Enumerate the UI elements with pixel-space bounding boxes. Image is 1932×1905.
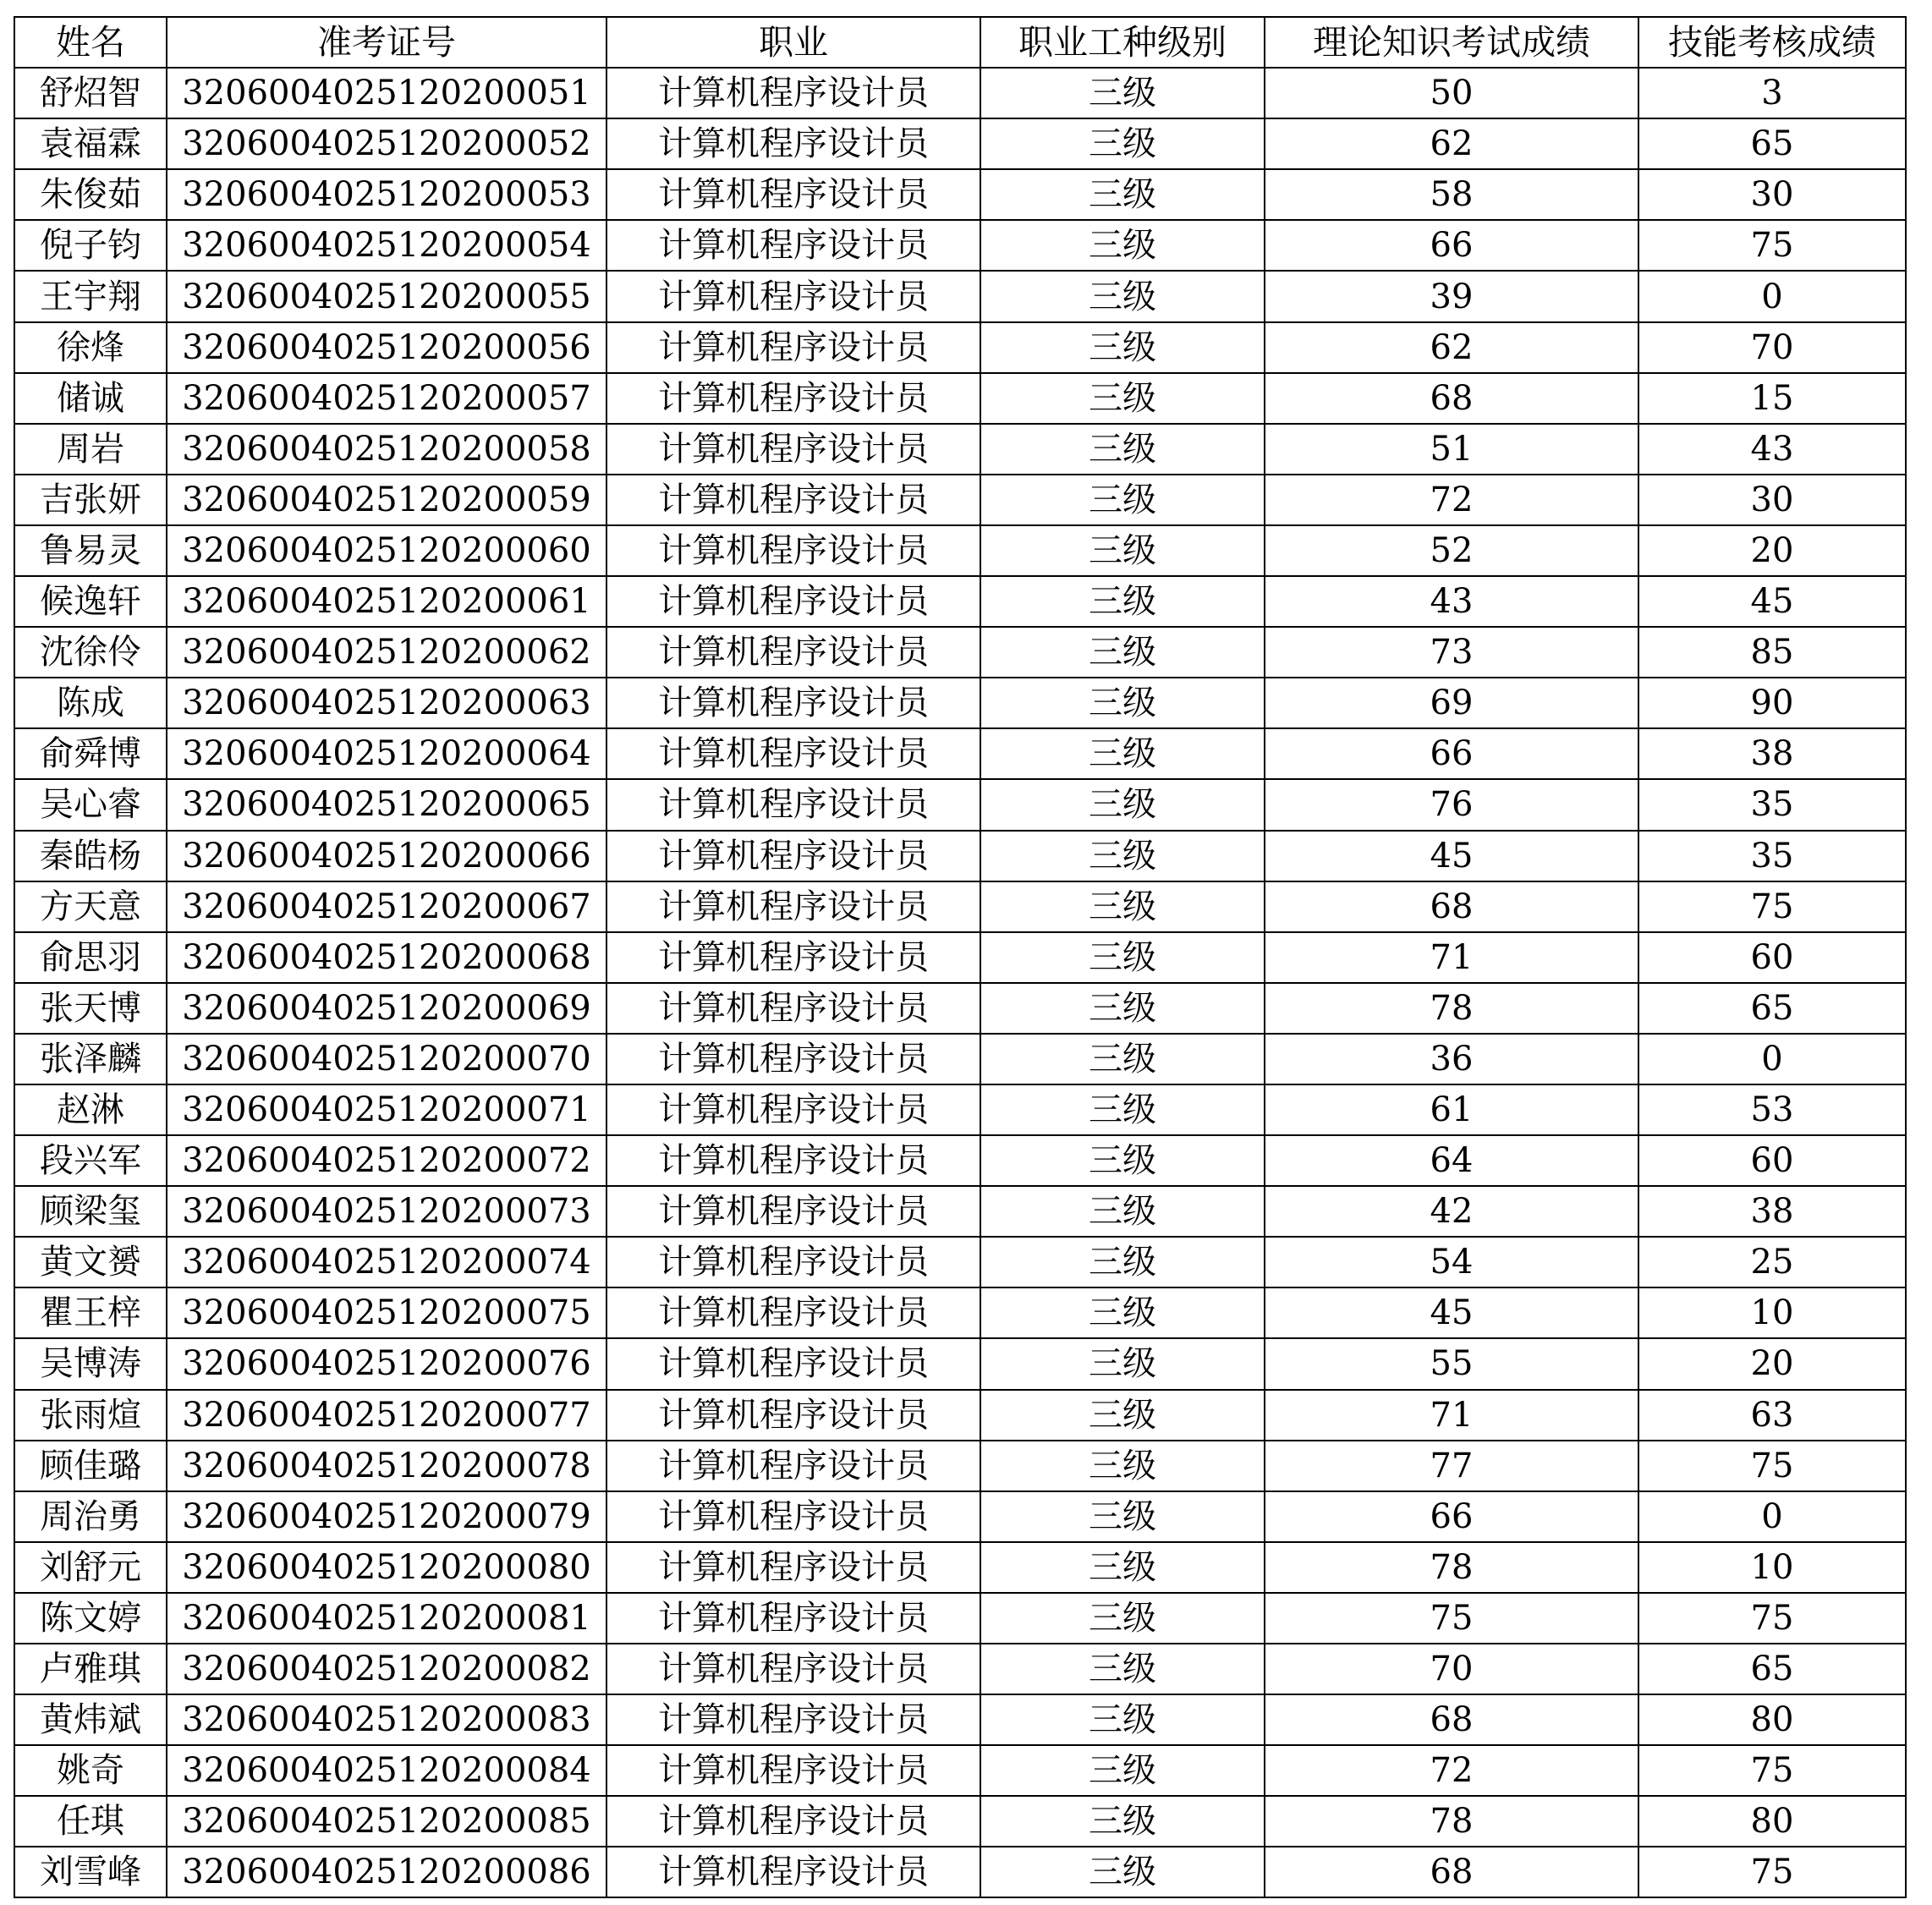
cell-theory-score: 45 — [1265, 831, 1638, 881]
table-row — [14, 1593, 1906, 1644]
cell-skill-score: 43 — [1638, 424, 1906, 475]
cell-level: 三级 — [980, 220, 1265, 271]
cell-theory-score: 62 — [1265, 322, 1638, 373]
cell-exam-id: 3206004025120200075 — [167, 1287, 606, 1338]
cell-level: 三级 — [980, 424, 1265, 475]
cell-theory-score: 72 — [1265, 1745, 1638, 1796]
cell-occupation: 计算机程序设计员 — [606, 983, 980, 1034]
cell-skill-score: 3 — [1638, 68, 1906, 118]
header-name: 姓名 — [14, 17, 167, 68]
cell-theory-score: 68 — [1265, 881, 1638, 932]
cell-level: 三级 — [980, 475, 1265, 525]
cell-occupation: 计算机程序设计员 — [606, 1745, 980, 1796]
cell-name: 储诚 — [14, 373, 167, 424]
cell-occupation: 计算机程序设计员 — [606, 373, 980, 424]
table-row — [14, 678, 1906, 728]
table-row — [14, 1694, 1906, 1745]
cell-skill-score: 65 — [1638, 1644, 1906, 1694]
cell-occupation: 计算机程序设计员 — [606, 1491, 980, 1542]
table-row — [14, 1441, 1906, 1491]
cell-level: 三级 — [980, 1084, 1265, 1135]
cell-occupation: 计算机程序设计员 — [606, 1034, 980, 1084]
cell-name: 吴博涛 — [14, 1338, 167, 1389]
cell-skill-score: 15 — [1638, 373, 1906, 424]
cell-theory-score: 36 — [1265, 1034, 1638, 1084]
cell-theory-score: 78 — [1265, 1542, 1638, 1593]
cell-occupation: 计算机程序设计员 — [606, 678, 980, 728]
cell-occupation: 计算机程序设计员 — [606, 728, 980, 779]
table-row — [14, 1745, 1906, 1796]
cell-exam-id: 3206004025120200068 — [167, 932, 606, 983]
table-row — [14, 220, 1906, 271]
cell-occupation: 计算机程序设计员 — [606, 220, 980, 271]
cell-theory-score: 70 — [1265, 1644, 1638, 1694]
cell-level: 三级 — [980, 169, 1265, 220]
cell-name: 黄炜斌 — [14, 1694, 167, 1745]
cell-level: 三级 — [980, 1237, 1265, 1287]
header-level: 职业工种级别 — [980, 17, 1265, 68]
cell-level: 三级 — [980, 1644, 1265, 1694]
table-row — [14, 779, 1906, 830]
cell-level: 三级 — [980, 118, 1265, 169]
cell-exam-id: 3206004025120200055 — [167, 271, 606, 321]
cell-skill-score: 25 — [1638, 1237, 1906, 1287]
cell-theory-score: 72 — [1265, 475, 1638, 525]
cell-exam-id: 3206004025120200070 — [167, 1034, 606, 1084]
cell-occupation: 计算机程序设计员 — [606, 1796, 980, 1847]
table-row — [14, 475, 1906, 525]
cell-name: 俞思羽 — [14, 932, 167, 983]
cell-skill-score: 10 — [1638, 1542, 1906, 1593]
cell-skill-score: 30 — [1638, 169, 1906, 220]
cell-name: 姚奇 — [14, 1745, 167, 1796]
cell-name: 袁福霖 — [14, 118, 167, 169]
table-row — [14, 831, 1906, 881]
cell-level: 三级 — [980, 1135, 1265, 1186]
table-row — [14, 68, 1906, 118]
cell-level: 三级 — [980, 932, 1265, 983]
table-row — [14, 525, 1906, 576]
cell-skill-score: 20 — [1638, 1338, 1906, 1389]
table-row — [14, 983, 1906, 1034]
cell-exam-id: 3206004025120200054 — [167, 220, 606, 271]
table-row — [14, 1186, 1906, 1237]
cell-name: 周岩 — [14, 424, 167, 475]
cell-level: 三级 — [980, 525, 1265, 576]
cell-occupation: 计算机程序设计员 — [606, 576, 980, 627]
cell-level: 三级 — [980, 1287, 1265, 1338]
cell-theory-score: 68 — [1265, 1694, 1638, 1745]
cell-name: 刘雪峰 — [14, 1847, 167, 1897]
header-theory-score: 理论知识考试成绩 — [1265, 17, 1638, 68]
cell-exam-id: 3206004025120200053 — [167, 169, 606, 220]
cell-exam-id: 3206004025120200063 — [167, 678, 606, 728]
cell-skill-score: 60 — [1638, 932, 1906, 983]
cell-exam-id: 3206004025120200057 — [167, 373, 606, 424]
cell-level: 三级 — [980, 271, 1265, 321]
cell-occupation: 计算机程序设计员 — [606, 1644, 980, 1694]
cell-name: 王宇翔 — [14, 271, 167, 321]
cell-occupation: 计算机程序设计员 — [606, 881, 980, 932]
cell-name: 赵淋 — [14, 1084, 167, 1135]
table-row — [14, 1237, 1906, 1287]
table-row — [14, 271, 1906, 321]
cell-skill-score: 45 — [1638, 576, 1906, 627]
cell-exam-id: 3206004025120200074 — [167, 1237, 606, 1287]
cell-name: 张泽麟 — [14, 1034, 167, 1084]
cell-theory-score: 64 — [1265, 1135, 1638, 1186]
cell-skill-score: 75 — [1638, 1593, 1906, 1644]
cell-skill-score: 75 — [1638, 1745, 1906, 1796]
cell-name: 任琪 — [14, 1796, 167, 1847]
cell-name: 方天意 — [14, 881, 167, 932]
cell-skill-score: 0 — [1638, 1491, 1906, 1542]
cell-skill-score: 80 — [1638, 1694, 1906, 1745]
cell-theory-score: 77 — [1265, 1441, 1638, 1491]
cell-exam-id: 3206004025120200052 — [167, 118, 606, 169]
cell-theory-score: 75 — [1265, 1593, 1638, 1644]
cell-skill-score: 75 — [1638, 220, 1906, 271]
cell-skill-score: 60 — [1638, 1135, 1906, 1186]
cell-occupation: 计算机程序设计员 — [606, 627, 980, 678]
cell-level: 三级 — [980, 728, 1265, 779]
cell-level: 三级 — [980, 1694, 1265, 1745]
cell-level: 三级 — [980, 1034, 1265, 1084]
cell-theory-score: 43 — [1265, 576, 1638, 627]
cell-name: 徐烽 — [14, 322, 167, 373]
score-table — [14, 16, 1907, 1898]
cell-skill-score: 30 — [1638, 475, 1906, 525]
cell-level: 三级 — [980, 1441, 1265, 1491]
cell-level: 三级 — [980, 983, 1265, 1034]
cell-exam-id: 3206004025120200058 — [167, 424, 606, 475]
cell-theory-score: 61 — [1265, 1084, 1638, 1135]
cell-exam-id: 3206004025120200051 — [167, 68, 606, 118]
cell-occupation: 计算机程序设计员 — [606, 1441, 980, 1491]
cell-skill-score: 53 — [1638, 1084, 1906, 1135]
cell-name: 舒炤智 — [14, 68, 167, 118]
cell-skill-score: 20 — [1638, 525, 1906, 576]
cell-exam-id: 3206004025120200066 — [167, 831, 606, 881]
cell-theory-score: 78 — [1265, 1796, 1638, 1847]
cell-occupation: 计算机程序设计员 — [606, 322, 980, 373]
cell-occupation: 计算机程序设计员 — [606, 1186, 980, 1237]
cell-level: 三级 — [980, 1745, 1265, 1796]
table-row — [14, 627, 1906, 678]
cell-level: 三级 — [980, 627, 1265, 678]
cell-exam-id: 3206004025120200056 — [167, 322, 606, 373]
cell-theory-score: 73 — [1265, 627, 1638, 678]
cell-occupation: 计算机程序设计员 — [606, 1694, 980, 1745]
cell-theory-score: 66 — [1265, 220, 1638, 271]
cell-theory-score: 45 — [1265, 1287, 1638, 1338]
cell-theory-score: 52 — [1265, 525, 1638, 576]
cell-skill-score: 80 — [1638, 1796, 1906, 1847]
cell-occupation: 计算机程序设计员 — [606, 1287, 980, 1338]
cell-skill-score: 75 — [1638, 881, 1906, 932]
cell-theory-score: 71 — [1265, 1390, 1638, 1441]
table-row — [14, 881, 1906, 932]
cell-skill-score: 0 — [1638, 271, 1906, 321]
cell-level: 三级 — [980, 68, 1265, 118]
cell-exam-id: 3206004025120200076 — [167, 1338, 606, 1389]
cell-skill-score: 63 — [1638, 1390, 1906, 1441]
cell-occupation: 计算机程序设计员 — [606, 1135, 980, 1186]
cell-theory-score: 55 — [1265, 1338, 1638, 1389]
table-row — [14, 1796, 1906, 1847]
cell-level: 三级 — [980, 1593, 1265, 1644]
cell-name: 吉张妍 — [14, 475, 167, 525]
table-row — [14, 728, 1906, 779]
cell-name: 陈文婷 — [14, 1593, 167, 1644]
cell-exam-id: 3206004025120200081 — [167, 1593, 606, 1644]
cell-exam-id: 3206004025120200077 — [167, 1390, 606, 1441]
table-row — [14, 1491, 1906, 1542]
cell-name: 张天博 — [14, 983, 167, 1034]
cell-theory-score: 39 — [1265, 271, 1638, 321]
cell-skill-score: 65 — [1638, 118, 1906, 169]
cell-exam-id: 3206004025120200073 — [167, 1186, 606, 1237]
table-row — [14, 1644, 1906, 1694]
cell-theory-score: 62 — [1265, 118, 1638, 169]
cell-name: 倪子钧 — [14, 220, 167, 271]
cell-name: 候逸轩 — [14, 576, 167, 627]
table-row — [14, 1084, 1906, 1135]
cell-occupation: 计算机程序设计员 — [606, 932, 980, 983]
cell-skill-score: 90 — [1638, 678, 1906, 728]
cell-skill-score: 35 — [1638, 831, 1906, 881]
cell-skill-score: 0 — [1638, 1034, 1906, 1084]
cell-occupation: 计算机程序设计员 — [606, 118, 980, 169]
cell-exam-id: 3206004025120200084 — [167, 1745, 606, 1796]
cell-exam-id: 3206004025120200086 — [167, 1847, 606, 1897]
cell-theory-score: 54 — [1265, 1237, 1638, 1287]
cell-name: 瞿王梓 — [14, 1287, 167, 1338]
cell-name: 陈成 — [14, 678, 167, 728]
cell-level: 三级 — [980, 1847, 1265, 1897]
cell-theory-score: 66 — [1265, 1491, 1638, 1542]
cell-occupation: 计算机程序设计员 — [606, 1390, 980, 1441]
header-row — [14, 17, 1906, 68]
table-row — [14, 576, 1906, 627]
cell-level: 三级 — [980, 1338, 1265, 1389]
cell-occupation: 计算机程序设计员 — [606, 475, 980, 525]
cell-occupation: 计算机程序设计员 — [606, 1338, 980, 1389]
cell-exam-id: 3206004025120200080 — [167, 1542, 606, 1593]
cell-occupation: 计算机程序设计员 — [606, 779, 980, 830]
cell-occupation: 计算机程序设计员 — [606, 68, 980, 118]
cell-level: 三级 — [980, 831, 1265, 881]
cell-level: 三级 — [980, 1491, 1265, 1542]
cell-skill-score: 85 — [1638, 627, 1906, 678]
cell-theory-score: 78 — [1265, 983, 1638, 1034]
cell-theory-score: 51 — [1265, 424, 1638, 475]
cell-occupation: 计算机程序设计员 — [606, 1084, 980, 1135]
cell-level: 三级 — [980, 1390, 1265, 1441]
cell-theory-score: 42 — [1265, 1186, 1638, 1237]
cell-skill-score: 65 — [1638, 983, 1906, 1034]
cell-theory-score: 58 — [1265, 169, 1638, 220]
cell-occupation: 计算机程序设计员 — [606, 1847, 980, 1897]
cell-level: 三级 — [980, 322, 1265, 373]
cell-level: 三级 — [980, 678, 1265, 728]
table-row — [14, 1034, 1906, 1084]
header-exam-id: 准考证号 — [167, 17, 606, 68]
cell-exam-id: 3206004025120200078 — [167, 1441, 606, 1491]
cell-exam-id: 3206004025120200062 — [167, 627, 606, 678]
cell-theory-score: 76 — [1265, 779, 1638, 830]
cell-name: 段兴军 — [14, 1135, 167, 1186]
cell-name: 俞舜博 — [14, 728, 167, 779]
cell-name: 朱俊茹 — [14, 169, 167, 220]
cell-exam-id: 3206004025120200060 — [167, 525, 606, 576]
table-row — [14, 1135, 1906, 1186]
cell-name: 刘舒元 — [14, 1542, 167, 1593]
cell-occupation: 计算机程序设计员 — [606, 169, 980, 220]
cell-exam-id: 3206004025120200067 — [167, 881, 606, 932]
cell-skill-score: 75 — [1638, 1441, 1906, 1491]
cell-exam-id: 3206004025120200065 — [167, 779, 606, 830]
cell-exam-id: 3206004025120200079 — [167, 1491, 606, 1542]
cell-theory-score: 68 — [1265, 1847, 1638, 1897]
cell-occupation: 计算机程序设计员 — [606, 1593, 980, 1644]
cell-name: 鲁易灵 — [14, 525, 167, 576]
table-row — [14, 169, 1906, 220]
cell-exam-id: 3206004025120200083 — [167, 1694, 606, 1745]
cell-exam-id: 3206004025120200072 — [167, 1135, 606, 1186]
cell-level: 三级 — [980, 881, 1265, 932]
cell-skill-score: 35 — [1638, 779, 1906, 830]
cell-name: 沈徐伶 — [14, 627, 167, 678]
cell-exam-id: 3206004025120200085 — [167, 1796, 606, 1847]
cell-theory-score: 68 — [1265, 373, 1638, 424]
cell-level: 三级 — [980, 576, 1265, 627]
table-row — [14, 373, 1906, 424]
cell-name: 顾梁玺 — [14, 1186, 167, 1237]
table-row — [14, 1390, 1906, 1441]
header-occupation: 职业 — [606, 17, 980, 68]
cell-theory-score: 50 — [1265, 68, 1638, 118]
cell-exam-id: 3206004025120200082 — [167, 1644, 606, 1694]
cell-name: 黄文赟 — [14, 1237, 167, 1287]
cell-name: 顾佳璐 — [14, 1441, 167, 1491]
cell-name: 吴心睿 — [14, 779, 167, 830]
cell-skill-score: 75 — [1638, 1847, 1906, 1897]
cell-exam-id: 3206004025120200061 — [167, 576, 606, 627]
cell-level: 三级 — [980, 373, 1265, 424]
cell-occupation: 计算机程序设计员 — [606, 525, 980, 576]
cell-theory-score: 69 — [1265, 678, 1638, 728]
cell-occupation: 计算机程序设计员 — [606, 271, 980, 321]
cell-occupation: 计算机程序设计员 — [606, 424, 980, 475]
cell-theory-score: 66 — [1265, 728, 1638, 779]
cell-occupation: 计算机程序设计员 — [606, 1237, 980, 1287]
cell-skill-score: 38 — [1638, 728, 1906, 779]
table-row — [14, 1338, 1906, 1389]
table-row — [14, 424, 1906, 475]
cell-level: 三级 — [980, 779, 1265, 830]
cell-level: 三级 — [980, 1186, 1265, 1237]
table-row — [14, 1847, 1906, 1897]
cell-skill-score: 38 — [1638, 1186, 1906, 1237]
cell-theory-score: 71 — [1265, 932, 1638, 983]
cell-level: 三级 — [980, 1796, 1265, 1847]
cell-occupation: 计算机程序设计员 — [606, 831, 980, 881]
cell-name: 秦皓杨 — [14, 831, 167, 881]
cell-skill-score: 70 — [1638, 322, 1906, 373]
cell-name: 张雨煊 — [14, 1390, 167, 1441]
table-row — [14, 1542, 1906, 1593]
cell-exam-id: 3206004025120200071 — [167, 1084, 606, 1135]
table-row — [14, 118, 1906, 169]
table-row — [14, 322, 1906, 373]
cell-exam-id: 3206004025120200064 — [167, 728, 606, 779]
table-row — [14, 932, 1906, 983]
cell-name: 周治勇 — [14, 1491, 167, 1542]
cell-occupation: 计算机程序设计员 — [606, 1542, 980, 1593]
table-row — [14, 1287, 1906, 1338]
cell-exam-id: 3206004025120200069 — [167, 983, 606, 1034]
table-body — [14, 68, 1906, 1897]
cell-level: 三级 — [980, 1542, 1265, 1593]
cell-skill-score: 10 — [1638, 1287, 1906, 1338]
cell-name: 卢雅琪 — [14, 1644, 167, 1694]
header-skill-score: 技能考核成绩 — [1638, 17, 1906, 68]
cell-exam-id: 3206004025120200059 — [167, 475, 606, 525]
